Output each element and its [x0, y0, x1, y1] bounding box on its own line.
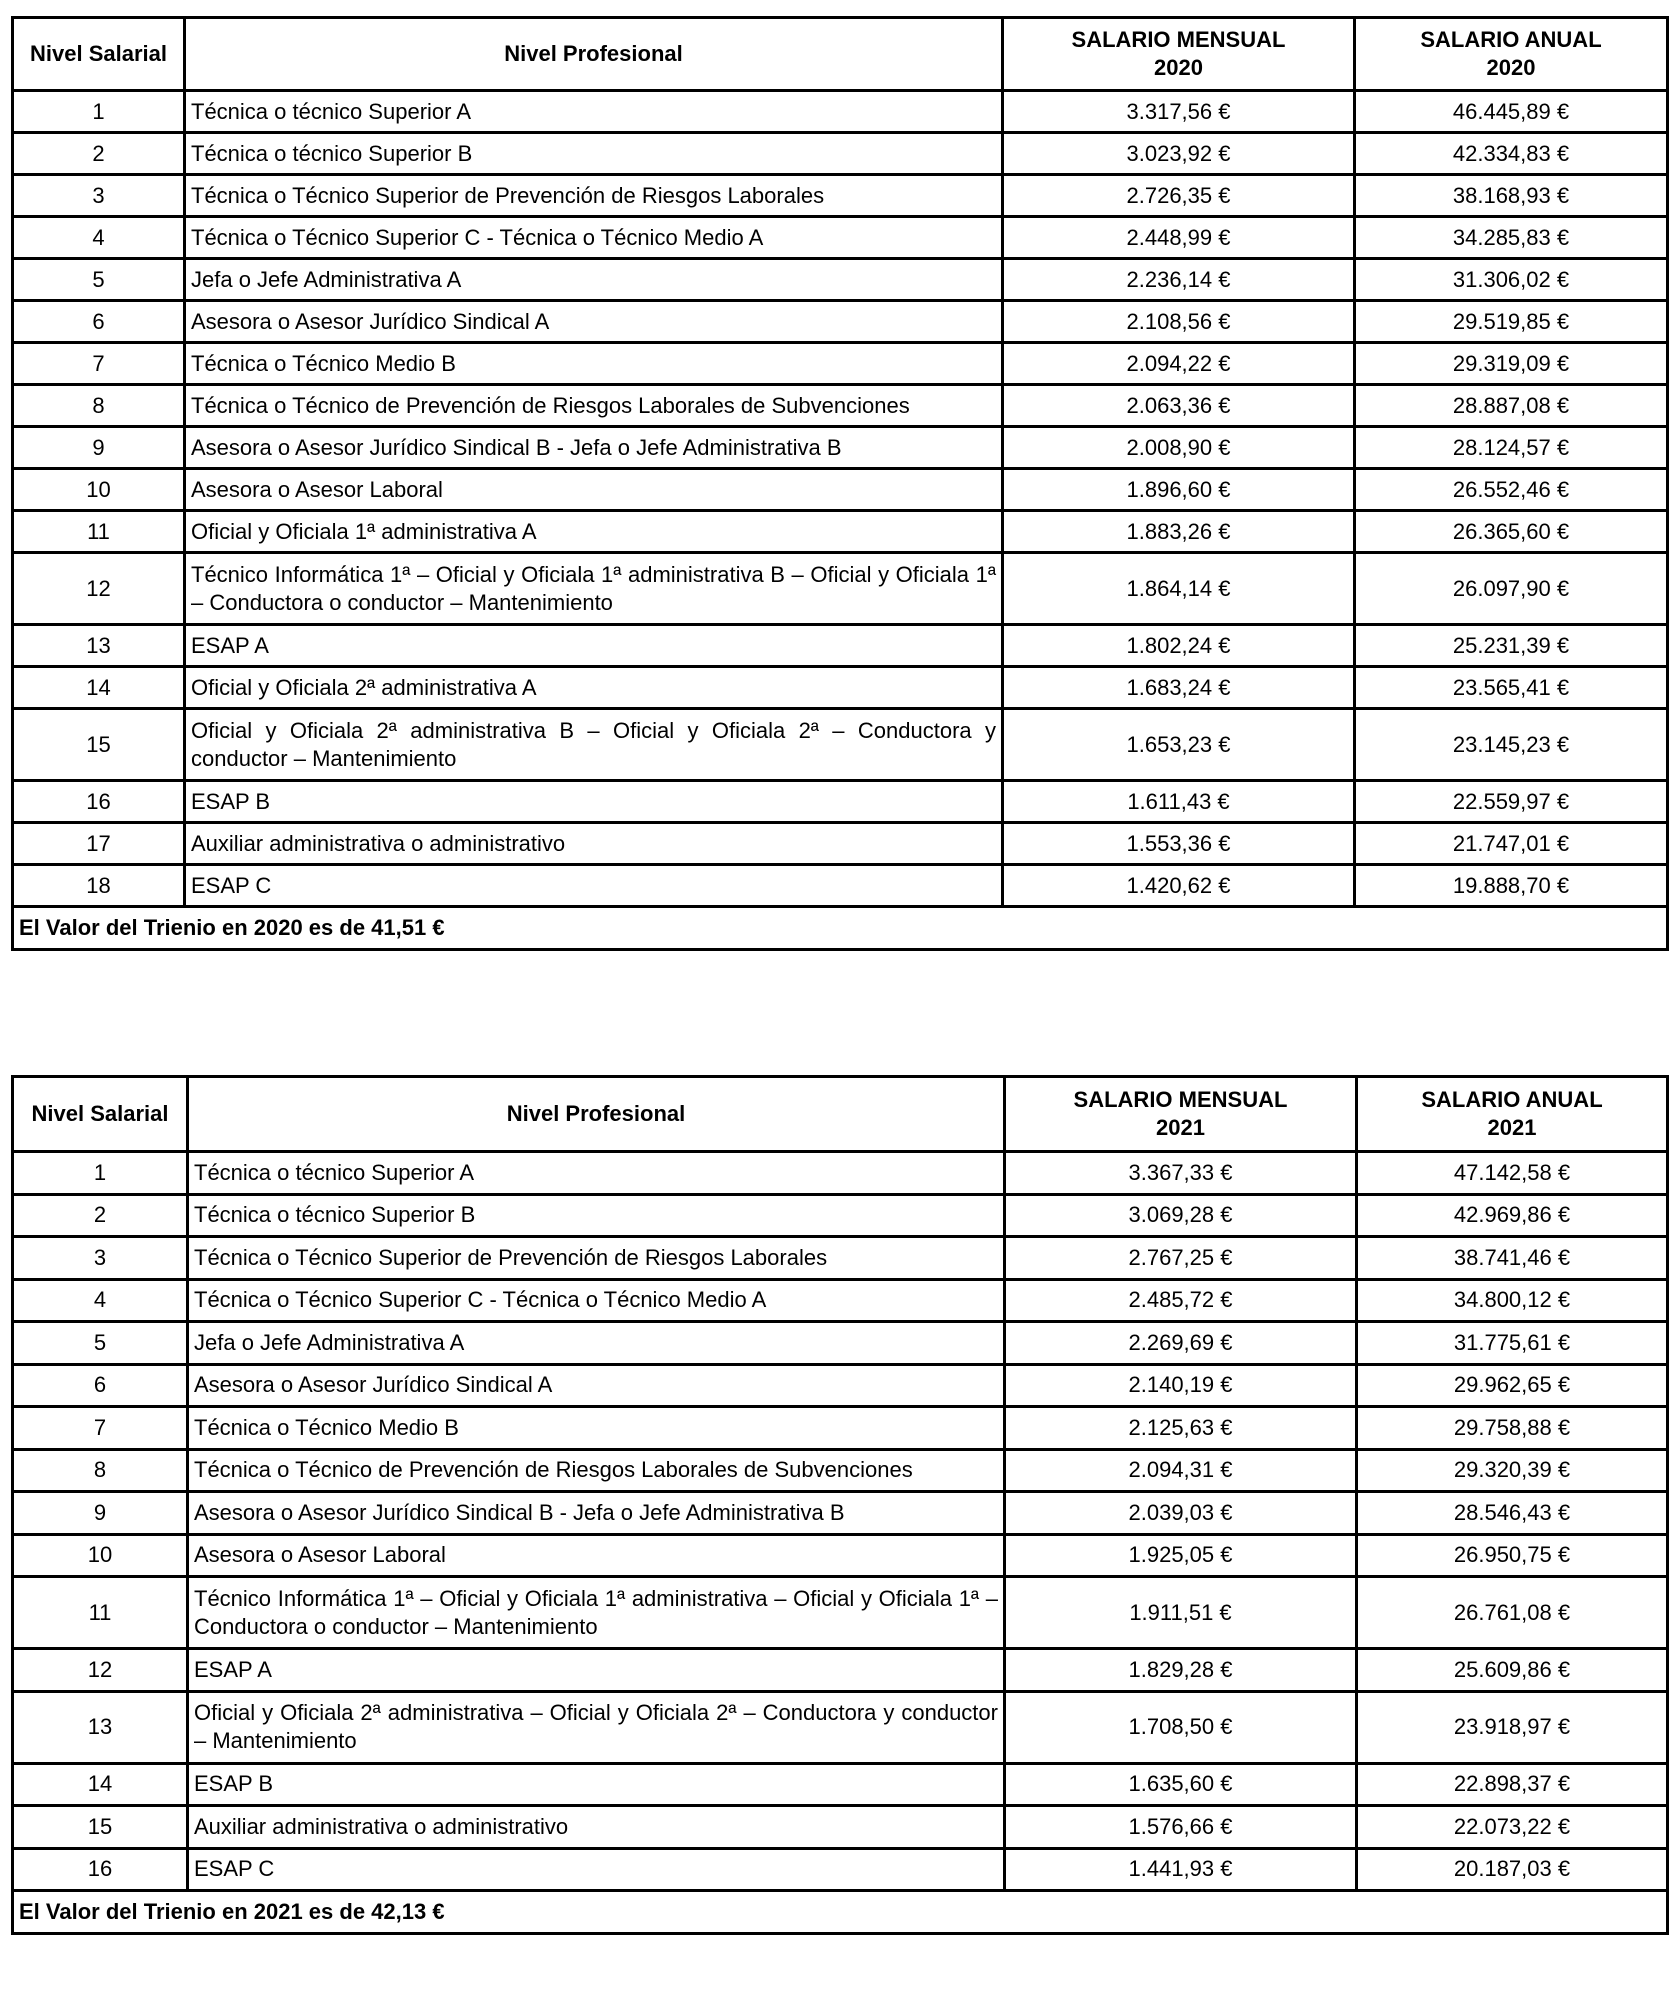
nivel-profesional-cell: ESAP B — [185, 781, 1003, 823]
salario-anual-cell: 28.887,08 € — [1355, 385, 1668, 427]
nivel-profesional-cell: Oficial y Oficiala 2ª administrativa B – Oficial y Oficiala 2ª – Conductora y conductor – Mantenimiento — [185, 709, 1003, 781]
nivel-profesional-cell: Técnica o técnico Superior B — [188, 1194, 1005, 1237]
salario-mensual-cell: 3.069,28 € — [1005, 1194, 1357, 1237]
nivel-salarial-cell: 7 — [13, 1407, 188, 1450]
table-row — [13, 823, 1668, 865]
table-row — [13, 1322, 1668, 1365]
nivel-profesional-cell: Asesora o Asesor Laboral — [185, 469, 1003, 511]
nivel-profesional-cell: Asesora o Asesor Laboral — [188, 1534, 1005, 1577]
nivel-salarial-cell: 4 — [13, 217, 185, 259]
salario-mensual-cell: 2.094,31 € — [1005, 1449, 1357, 1492]
nivel-salarial-cell: 16 — [13, 1848, 188, 1891]
salario-mensual-cell: 2.094,22 € — [1003, 343, 1355, 385]
salary-table-body — [13, 1152, 1668, 1891]
header-nivel-profesional: Nivel Profesional — [188, 1077, 1005, 1152]
header-salario-mensual — [1005, 1077, 1357, 1152]
table-row — [13, 1492, 1668, 1535]
nivel-profesional-cell: Técnica o Técnico Superior de Prevención de Riesgos Laborales — [188, 1237, 1005, 1280]
nivel-profesional-cell: ESAP B — [188, 1763, 1005, 1806]
table-header-row — [13, 1077, 1668, 1152]
salario-mensual-cell: 2.485,72 € — [1005, 1279, 1357, 1322]
nivel-salarial-cell: 17 — [13, 823, 185, 865]
nivel-salarial-cell: 11 — [13, 1577, 188, 1649]
salario-mensual-cell: 3.367,33 € — [1005, 1152, 1357, 1195]
nivel-salarial-cell: 7 — [13, 343, 185, 385]
nivel-salarial-cell: 2 — [13, 1194, 188, 1237]
nivel-profesional-cell: Asesora o Asesor Jurídico Sindical B - Jefa o Jefe Administrativa B — [188, 1492, 1005, 1535]
nivel-profesional-cell: Técnica o técnico Superior A — [185, 91, 1003, 133]
nivel-salarial-cell: 9 — [13, 427, 185, 469]
salario-anual-cell: 22.898,37 € — [1357, 1763, 1668, 1806]
table-row — [13, 625, 1668, 667]
header-salario-mensual-label: SALARIO MENSUAL 2020 — [1071, 27, 1286, 80]
salario-mensual-cell: 1.708,50 € — [1005, 1691, 1357, 1763]
header-nivel-salarial: Nivel Salarial — [13, 1077, 188, 1152]
table-row — [13, 1763, 1668, 1806]
nivel-profesional-cell: Oficial y Oficiala 2ª administrativa A — [185, 667, 1003, 709]
salario-mensual-cell: 2.140,19 € — [1005, 1364, 1357, 1407]
table-row — [13, 1806, 1668, 1849]
salario-anual-cell: 34.285,83 € — [1355, 217, 1668, 259]
table-row — [13, 1237, 1668, 1280]
nivel-profesional-cell: Técnica o técnico Superior A — [188, 1152, 1005, 1195]
nivel-salarial-cell: 6 — [13, 1364, 188, 1407]
salario-anual-cell: 34.800,12 € — [1357, 1279, 1668, 1322]
nivel-salarial-cell: 14 — [13, 667, 185, 709]
salario-anual-cell: 22.073,22 € — [1357, 1806, 1668, 1849]
salario-anual-cell: 28.124,57 € — [1355, 427, 1668, 469]
trienio-footer-row — [13, 907, 1668, 950]
nivel-salarial-cell: 6 — [13, 301, 185, 343]
salario-mensual-cell: 1.683,24 € — [1003, 667, 1355, 709]
header-nivel-salarial: Nivel Salarial — [13, 18, 185, 91]
nivel-salarial-cell: 1 — [13, 91, 185, 133]
salary-table-body — [13, 91, 1668, 907]
salario-mensual-cell: 2.063,36 € — [1003, 385, 1355, 427]
header-nivel-profesional: Nivel Profesional — [185, 18, 1003, 91]
nivel-salarial-cell: 1 — [13, 1152, 188, 1195]
nivel-salarial-cell: 10 — [13, 1534, 188, 1577]
salario-anual-cell: 20.187,03 € — [1357, 1848, 1668, 1891]
nivel-salarial-cell: 15 — [13, 709, 185, 781]
salario-anual-cell: 25.231,39 € — [1355, 625, 1668, 667]
salario-anual-cell: 19.888,70 € — [1355, 865, 1668, 907]
salario-anual-cell: 29.962,65 € — [1357, 1364, 1668, 1407]
nivel-profesional-cell: Asesora o Asesor Jurídico Sindical B - Jefa o Jefe Administrativa B — [185, 427, 1003, 469]
table-row — [13, 1407, 1668, 1450]
table-row — [13, 133, 1668, 175]
nivel-salarial-cell: 8 — [13, 385, 185, 427]
salario-mensual-cell: 2.726,35 € — [1003, 175, 1355, 217]
salario-mensual-cell: 1.911,51 € — [1005, 1577, 1357, 1649]
nivel-profesional-cell: ESAP C — [185, 865, 1003, 907]
salario-anual-cell: 26.097,90 € — [1355, 553, 1668, 625]
salario-mensual-cell: 1.441,93 € — [1005, 1848, 1357, 1891]
nivel-salarial-cell: 13 — [13, 625, 185, 667]
salario-anual-cell: 29.519,85 € — [1355, 301, 1668, 343]
salario-mensual-cell: 2.269,69 € — [1005, 1322, 1357, 1365]
salario-anual-cell: 26.552,46 € — [1355, 469, 1668, 511]
salario-anual-cell: 26.761,08 € — [1357, 1577, 1668, 1649]
nivel-profesional-cell: ESAP A — [188, 1649, 1005, 1692]
nivel-profesional-cell: Técnica o Técnico Superior C - Técnica o Técnico Medio A — [188, 1279, 1005, 1322]
nivel-profesional-cell: Técnica o Técnico Superior de Prevención de Riesgos Laborales — [185, 175, 1003, 217]
nivel-profesional-cell: Técnico Informática 1ª – Oficial y Oficiala 1ª administrativa B – Oficial y Oficiala 1ª – Conductora o conductor – Mantenimiento — [185, 553, 1003, 625]
salario-mensual-cell: 3.317,56 € — [1003, 91, 1355, 133]
nivel-salarial-cell: 2 — [13, 133, 185, 175]
nivel-profesional-cell: Auxiliar administrativa o administrativo — [185, 823, 1003, 865]
nivel-salarial-cell: 10 — [13, 469, 185, 511]
salario-mensual-cell: 2.039,03 € — [1005, 1492, 1357, 1535]
trienio-note: El Valor del Trienio en 2021 es de 42,13 € — [13, 1891, 1668, 1934]
trienio-note: El Valor del Trienio en 2020 es de 41,51 € — [13, 907, 1668, 950]
salario-mensual-cell: 2.125,63 € — [1005, 1407, 1357, 1450]
nivel-salarial-cell: 11 — [13, 511, 185, 553]
salario-anual-cell: 29.758,88 € — [1357, 1407, 1668, 1450]
salario-anual-cell: 23.918,97 € — [1357, 1691, 1668, 1763]
salario-anual-cell: 29.320,39 € — [1357, 1449, 1668, 1492]
salario-anual-cell: 23.145,23 € — [1355, 709, 1668, 781]
nivel-salarial-cell: 9 — [13, 1492, 188, 1535]
table-row — [13, 469, 1668, 511]
table-row — [13, 1364, 1668, 1407]
nivel-profesional-cell: Auxiliar administrativa o administrativo — [188, 1806, 1005, 1849]
salario-anual-cell: 46.445,89 € — [1355, 91, 1668, 133]
table-row — [13, 1577, 1668, 1649]
table-row — [13, 385, 1668, 427]
salario-mensual-cell: 1.635,60 € — [1005, 1763, 1357, 1806]
salary-table-2020 — [11, 16, 1669, 951]
salario-anual-cell: 47.142,58 € — [1357, 1152, 1668, 1195]
salario-anual-cell: 23.565,41 € — [1355, 667, 1668, 709]
salario-mensual-cell: 1.653,23 € — [1003, 709, 1355, 781]
salario-mensual-cell: 1.420,62 € — [1003, 865, 1355, 907]
table-row — [13, 781, 1668, 823]
salario-anual-cell: 29.319,09 € — [1355, 343, 1668, 385]
header-salario-anual — [1355, 18, 1668, 91]
table-row — [13, 217, 1668, 259]
nivel-salarial-cell: 3 — [13, 175, 185, 217]
table-row — [13, 1649, 1668, 1692]
nivel-profesional-cell: Asesora o Asesor Jurídico Sindical A — [188, 1364, 1005, 1407]
table-row — [13, 91, 1668, 133]
nivel-salarial-cell: 15 — [13, 1806, 188, 1849]
nivel-salarial-cell: 16 — [13, 781, 185, 823]
table-row — [13, 1848, 1668, 1891]
salario-mensual-cell: 1.576,66 € — [1005, 1806, 1357, 1849]
nivel-profesional-cell: Jefa o Jefe Administrativa A — [188, 1322, 1005, 1365]
header-salario-anual-label: SALARIO ANUAL 2020 — [1420, 27, 1602, 80]
salario-mensual-cell: 2.108,56 € — [1003, 301, 1355, 343]
salario-mensual-cell: 1.864,14 € — [1003, 553, 1355, 625]
salario-anual-cell: 21.747,01 € — [1355, 823, 1668, 865]
salario-anual-cell: 38.741,46 € — [1357, 1237, 1668, 1280]
nivel-profesional-cell: Jefa o Jefe Administrativa A — [185, 259, 1003, 301]
nivel-salarial-cell: 13 — [13, 1691, 188, 1763]
salario-mensual-cell: 1.829,28 € — [1005, 1649, 1357, 1692]
nivel-salarial-cell: 12 — [13, 553, 185, 625]
nivel-profesional-cell: Técnica o Técnico de Prevención de Riesgos Laborales de Subvenciones — [185, 385, 1003, 427]
table-row — [13, 259, 1668, 301]
nivel-salarial-cell: 3 — [13, 1237, 188, 1280]
nivel-profesional-cell: Oficial y Oficiala 1ª administrativa A — [185, 511, 1003, 553]
nivel-salarial-cell: 4 — [13, 1279, 188, 1322]
header-salario-mensual — [1003, 18, 1355, 91]
salario-anual-cell: 31.306,02 € — [1355, 259, 1668, 301]
salario-mensual-cell: 1.802,24 € — [1003, 625, 1355, 667]
trienio-footer-row — [13, 1891, 1668, 1934]
nivel-profesional-cell: Asesora o Asesor Jurídico Sindical A — [185, 301, 1003, 343]
salario-anual-cell: 31.775,61 € — [1357, 1322, 1668, 1365]
salario-mensual-cell: 2.767,25 € — [1005, 1237, 1357, 1280]
salario-anual-cell: 26.950,75 € — [1357, 1534, 1668, 1577]
table-row — [13, 709, 1668, 781]
salario-anual-cell: 28.546,43 € — [1357, 1492, 1668, 1535]
nivel-profesional-cell: Técnica o técnico Superior B — [185, 133, 1003, 175]
table-row — [13, 1534, 1668, 1577]
table-row — [13, 1449, 1668, 1492]
table-row — [13, 427, 1668, 469]
header-salario-anual-label: SALARIO ANUAL 2021 — [1421, 1087, 1603, 1140]
nivel-profesional-cell: Técnica o Técnico de Prevención de Riesgos Laborales de Subvenciones — [188, 1449, 1005, 1492]
salario-mensual-cell: 3.023,92 € — [1003, 133, 1355, 175]
nivel-profesional-cell: Técnico Informática 1ª – Oficial y Oficiala 1ª administrativa – Oficial y Oficiala 1ª – Conductora o conductor – Mantenimiento — [188, 1577, 1005, 1649]
nivel-salarial-cell: 14 — [13, 1763, 188, 1806]
table-row — [13, 865, 1668, 907]
header-salario-mensual-label: SALARIO MENSUAL 2021 — [1073, 1087, 1288, 1140]
table-row — [13, 1691, 1668, 1763]
nivel-salarial-cell: 5 — [13, 1322, 188, 1365]
salario-anual-cell: 42.969,86 € — [1357, 1194, 1668, 1237]
table-row — [13, 343, 1668, 385]
nivel-profesional-cell: Técnica o Técnico Superior C - Técnica o Técnico Medio A — [185, 217, 1003, 259]
nivel-profesional-cell: Técnica o Técnico Medio B — [188, 1407, 1005, 1450]
salario-mensual-cell: 2.236,14 € — [1003, 259, 1355, 301]
nivel-profesional-cell: ESAP A — [185, 625, 1003, 667]
nivel-profesional-cell: Oficial y Oficiala 2ª administrativa – Oficial y Oficiala 2ª – Conductora y conductor – Mantenimiento — [188, 1691, 1005, 1763]
salario-anual-cell: 42.334,83 € — [1355, 133, 1668, 175]
table-row — [13, 511, 1668, 553]
salary-table-2021 — [11, 1075, 1669, 1935]
table-row — [13, 1152, 1668, 1195]
nivel-profesional-cell: Técnica o Técnico Medio B — [185, 343, 1003, 385]
nivel-salarial-cell: 12 — [13, 1649, 188, 1692]
salario-mensual-cell: 1.925,05 € — [1005, 1534, 1357, 1577]
nivel-profesional-cell: ESAP C — [188, 1848, 1005, 1891]
header-salario-anual — [1357, 1077, 1668, 1152]
table-header-row — [13, 18, 1668, 91]
table-row — [13, 1279, 1668, 1322]
salario-anual-cell: 25.609,86 € — [1357, 1649, 1668, 1692]
nivel-salarial-cell: 5 — [13, 259, 185, 301]
salario-mensual-cell: 1.611,43 € — [1003, 781, 1355, 823]
nivel-salarial-cell: 18 — [13, 865, 185, 907]
salario-mensual-cell: 1.553,36 € — [1003, 823, 1355, 865]
nivel-salarial-cell: 8 — [13, 1449, 188, 1492]
salario-mensual-cell: 1.883,26 € — [1003, 511, 1355, 553]
salario-mensual-cell: 2.448,99 € — [1003, 217, 1355, 259]
salario-mensual-cell: 1.896,60 € — [1003, 469, 1355, 511]
salario-anual-cell: 26.365,60 € — [1355, 511, 1668, 553]
table-row — [13, 1194, 1668, 1237]
table-row — [13, 301, 1668, 343]
table-row — [13, 175, 1668, 217]
table-row — [13, 667, 1668, 709]
salario-mensual-cell: 2.008,90 € — [1003, 427, 1355, 469]
table-row — [13, 553, 1668, 625]
salario-anual-cell: 38.168,93 € — [1355, 175, 1668, 217]
salario-anual-cell: 22.559,97 € — [1355, 781, 1668, 823]
